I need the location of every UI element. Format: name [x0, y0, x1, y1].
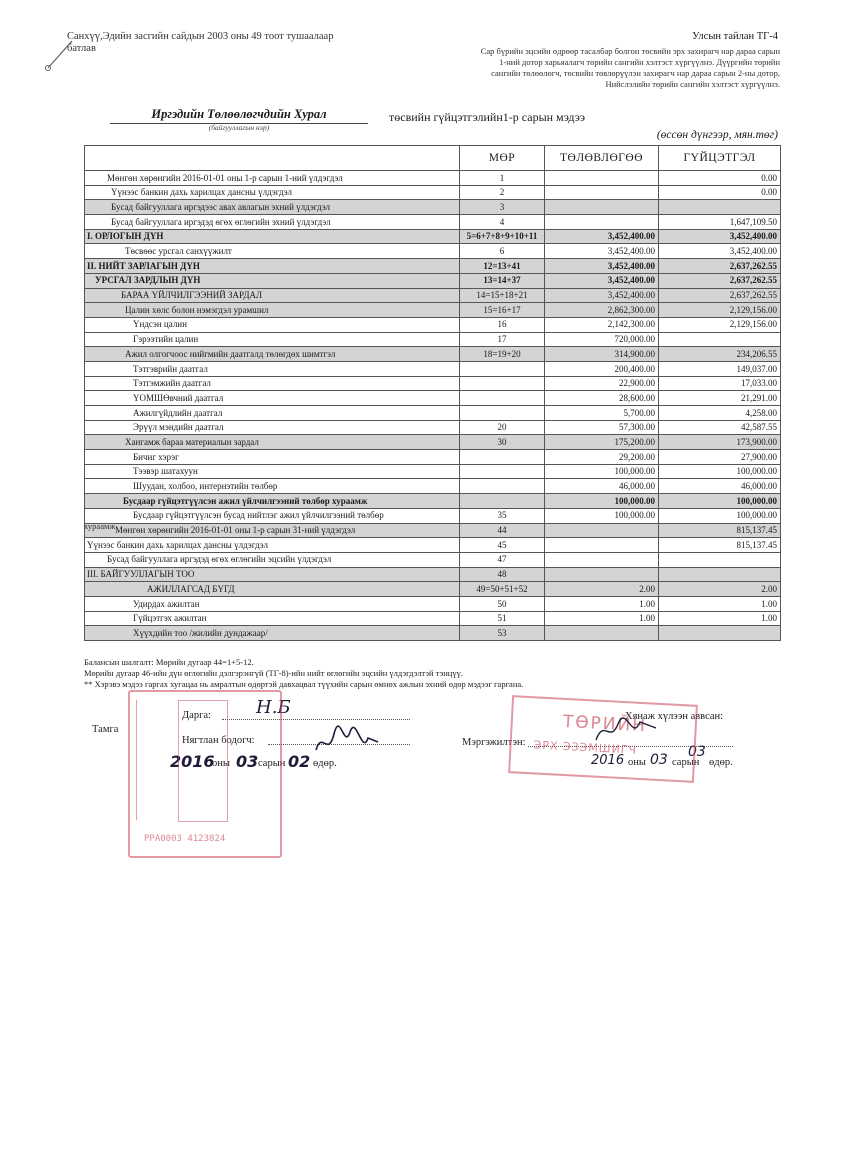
table-row [85, 626, 781, 641]
row-plan [545, 215, 659, 230]
row-code: 50 [460, 596, 545, 611]
table-row [85, 406, 781, 421]
row-code: 49=50+51+52 [460, 582, 545, 597]
row-label: Мөнгөн хөрөнгийн 2016-01-01 оны 1-р сарын 1-ний үлдэгдэл [85, 171, 460, 186]
recv-day-suffix: өдөр. [709, 757, 733, 768]
row-actual: 42,587.55 [659, 420, 781, 435]
row-code: 44 [460, 523, 545, 538]
row-plan: 2,862,300.00 [545, 303, 659, 318]
row-plan: 200,400.00 [545, 361, 659, 376]
table-row [85, 494, 781, 509]
row-plan [545, 538, 659, 553]
table-row [85, 552, 781, 567]
footnote-2: Мөрийн дугаар 46-ийн дүн өглөгийн дэлгэрэнгүй (ТГ-8)-ийн нийт өглөгийн эцсийн үлдэгдэлтэй тэнцүү. [84, 668, 463, 678]
row-actual: 100,000.00 [659, 464, 781, 479]
stamp-frame-left [136, 700, 157, 820]
row-code: 30 [460, 435, 545, 450]
row-plan [545, 171, 659, 186]
row-label: Бичиг хэрэг [85, 450, 460, 465]
row-label: Тээвэр шатахуун [85, 464, 460, 479]
recv-year-handwritten: 2016 [591, 753, 625, 768]
table-row [85, 523, 781, 538]
row-label: Удирдах ажилтан [85, 596, 460, 611]
row-plan: 2.00 [545, 582, 659, 597]
recv-month-handwritten: 03 [650, 752, 668, 768]
row-code: 1 [460, 171, 545, 186]
table-row [85, 596, 781, 611]
recv-day-handwritten: 03 [688, 744, 706, 760]
table-row [85, 303, 781, 318]
budget-table [84, 145, 781, 641]
row-label: Тэтгэврийн даатгал [85, 361, 460, 376]
row-plan: 3,452,400.00 [545, 288, 659, 303]
row-actual [659, 626, 781, 641]
row-label: Мөнгөн хөрөнгийн 2016-01-01 оны 1-р сарын 31-ний үлдэгдэл [85, 523, 460, 538]
row-plan: 28,600.00 [545, 391, 659, 406]
row-label: АЖИЛЛАГСАД БҮГД [85, 582, 460, 597]
row-plan [545, 200, 659, 215]
stamp-right-sub: ЭРХ ЭЗЭМШИГЧ [533, 738, 638, 757]
row-actual: 173,900.00 [659, 435, 781, 450]
row-code [460, 361, 545, 376]
table-row [85, 185, 781, 200]
submission-note-line2: 1-ний дотор харьяалагч төрийн сангийн хэлтэст хүргүүлнэ. Дүүргийн төрийн [499, 57, 780, 67]
row-actual: 4,258.00 [659, 406, 781, 421]
submission-note-line4: Нийслэлийн төрийн сангийн хэлтэст хүргүүлнэ. [605, 79, 780, 89]
header-label-cell [85, 146, 460, 171]
director-signature: Н.Б [256, 697, 291, 718]
official-stamp-left [128, 690, 282, 858]
specialist-signature-icon [592, 714, 662, 750]
unit-label: (өссөн дүнгээр, мян.төг) [656, 129, 778, 141]
row-label: Үүнээс банкин дахь харилцах дансны үлдэгдэл [85, 185, 460, 200]
row-code [460, 406, 545, 421]
row-code: 4 [460, 215, 545, 230]
row-label: Цалин хөлс болон нэмэгдэл урамшил [85, 303, 460, 318]
row-actual: 1,647,109.50 [659, 215, 781, 230]
row-actual: 2,129,156.00 [659, 303, 781, 318]
header-actual: ГҮЙЦЭТГЭЛ [659, 146, 781, 171]
row-actual: 17,033.00 [659, 376, 781, 391]
table-row [85, 391, 781, 406]
row-plan: 5,700.00 [545, 406, 659, 421]
row-actual: 1.00 [659, 611, 781, 626]
row-actual: 0.00 [659, 171, 781, 186]
row-code [460, 376, 545, 391]
row-actual: 815,137.45 [659, 523, 781, 538]
table-row [85, 582, 781, 597]
row-actual: 0.00 [659, 185, 781, 200]
received-title: Хянаж хүлээн аввсан: [625, 711, 724, 722]
table-row [85, 435, 781, 450]
row-label: Үндсэн цалин [85, 317, 460, 332]
organization-caption: (байгууллагын нэр) [208, 123, 270, 132]
table-row [85, 229, 781, 244]
row-code: 12=13+41 [460, 259, 545, 274]
table-header-row [85, 146, 781, 171]
row-actual [659, 552, 781, 567]
header-code: МӨР [460, 146, 545, 171]
row-plan: 22,900.00 [545, 376, 659, 391]
row-code: 16 [460, 317, 545, 332]
row-label: III. БАЙГУУЛЛАГЫН ТОО [85, 567, 460, 582]
row-plan [545, 523, 659, 538]
footnotes [84, 657, 523, 690]
specialist-label: Мэргэжилтэн: [462, 737, 526, 748]
row-plan: 46,000.00 [545, 479, 659, 494]
row-code [460, 391, 545, 406]
table-row [85, 273, 781, 288]
row-label: Хангамж бараа материалын зардал [85, 435, 460, 450]
wrapped-text: хураамж [84, 521, 116, 531]
submission-note [460, 46, 780, 90]
approval-note-line1: Санхүү,Эдийн засгийн сайдын 2003 оны 49 тоот тушаалаар [67, 31, 334, 42]
accountant-label: Нягтлан бодогч: [182, 735, 255, 746]
row-label: Үүнээс банкин дахь харилцах дансны үлдэгдэл [85, 538, 460, 553]
row-code: 6 [460, 244, 545, 259]
table-row [85, 464, 781, 479]
row-actual: 2,637,262.55 [659, 288, 781, 303]
table-row [85, 317, 781, 332]
row-label: УРСГАЛ ЗАРДЛЫН ДҮН [85, 273, 460, 288]
row-actual: 27,900.00 [659, 450, 781, 465]
row-actual: 3,452,400.00 [659, 229, 781, 244]
row-actual: 21,291.00 [659, 391, 781, 406]
row-label: Гүйцэтгэх ажилтан [85, 611, 460, 626]
recv-year-suffix: оны [628, 757, 646, 768]
row-label: ҮОМШӨвчний даатгал [85, 391, 460, 406]
row-label: I. ОРЛОГЫН ДҮН [85, 229, 460, 244]
row-plan: 314,900.00 [545, 347, 659, 362]
row-code: 5=6+7+8+9+10+11 [460, 229, 545, 244]
row-label: Бусдаар гүйцэтгүүлсэн ажил үйлчилгээний төлбөр хураамж [85, 494, 460, 509]
row-label: Гэрээтийн цалин [85, 332, 460, 347]
date-month-suffix: сарын [258, 758, 286, 769]
row-plan [545, 567, 659, 582]
director-label: Дарга: [182, 710, 211, 721]
row-plan: 1.00 [545, 596, 659, 611]
footnote-3: ** Хэрэвэ мэдээ гаргах хугацаа нь амралтын өдөртэй давхацвал түүхийн сарын өмнөх ажлын эхний өдөр мэдээг гаргана. [84, 679, 524, 689]
table-row [85, 244, 781, 259]
row-actual: 100,000.00 [659, 494, 781, 509]
table-row [85, 508, 781, 523]
table-row [85, 611, 781, 626]
row-code [460, 450, 545, 465]
stamp-serial: PPA0003 4123824 [144, 834, 226, 844]
stamp-frame-center [178, 700, 228, 822]
row-code: 51 [460, 611, 545, 626]
row-code: 18=19+20 [460, 347, 545, 362]
row-plan: 3,452,400.00 [545, 244, 659, 259]
row-actual: 3,452,400.00 [659, 244, 781, 259]
row-label: Төсвөөс урсгал санхүүжилт [85, 244, 460, 259]
row-code: 3 [460, 200, 545, 215]
row-actual: 1.00 [659, 596, 781, 611]
row-plan [545, 552, 659, 567]
row-label: Ажил олгогчоос нийгмийн даатгалд төлөгдөх шимтгэл [85, 347, 460, 362]
row-actual: 2.00 [659, 582, 781, 597]
footnote-1: Балансын шалгалт: Мөрийн дугаар 44=1+5-12. [84, 657, 254, 667]
row-code: 45 [460, 538, 545, 553]
date-day-suffix: өдөр. [313, 758, 337, 769]
table-row [85, 200, 781, 215]
row-code [460, 479, 545, 494]
approval-note [67, 31, 367, 55]
row-plan: 57,300.00 [545, 420, 659, 435]
stamp-right-title: ТӨРИЙН [562, 711, 648, 737]
row-label: Бусад байгууллага иргэдэд өгөх өглөгийн эхний үлдэгдэл [85, 215, 460, 230]
approval-note-line2: батлав [67, 43, 96, 54]
row-actual [659, 332, 781, 347]
row-plan: 2,142,300.00 [545, 317, 659, 332]
table-row [85, 538, 781, 553]
recv-month-suffix: сарын [672, 757, 700, 768]
table-row [85, 288, 781, 303]
table-row [85, 332, 781, 347]
table-row [85, 171, 781, 186]
table-row [85, 347, 781, 362]
table-row [85, 376, 781, 391]
row-code: 13=14+37 [460, 273, 545, 288]
table-row [85, 259, 781, 274]
table-row [85, 479, 781, 494]
row-code: 17 [460, 332, 545, 347]
row-label: Бусад байгууллага иргэдэд өгөх өглөгийн эцсийн үлдэгдэл [85, 552, 460, 567]
table-body [85, 171, 781, 641]
row-plan: 100,000.00 [545, 494, 659, 509]
row-actual: 2,637,262.55 [659, 259, 781, 274]
table-row [85, 450, 781, 465]
row-label: Бусдаар гүйцэтгүүлсэн бусад нийтлэг ажил үйлчилгээний төлбөр [85, 508, 460, 523]
row-code: 15=16+17 [460, 303, 545, 318]
row-actual: 234,206.55 [659, 347, 781, 362]
row-label: Эрүүл мэндийн даатгал [85, 420, 460, 435]
date-day-handwritten: 02 [288, 752, 311, 771]
row-plan: 3,452,400.00 [545, 259, 659, 274]
row-actual: 46,000.00 [659, 479, 781, 494]
table-row [85, 567, 781, 582]
date-month-handwritten: 03 [236, 752, 259, 771]
row-plan: 100,000.00 [545, 464, 659, 479]
row-code: 35 [460, 508, 545, 523]
row-label: Шуудан, холбоо, интернэтийн төлбөр [85, 479, 460, 494]
row-code [460, 464, 545, 479]
row-plan: 175,200.00 [545, 435, 659, 450]
row-plan [545, 626, 659, 641]
staple-mark-icon [44, 38, 76, 72]
row-actual [659, 567, 781, 582]
row-label: Тэтгэмжийн даатгал [85, 376, 460, 391]
row-code: 14=15+18+21 [460, 288, 545, 303]
row-plan: 3,452,400.00 [545, 273, 659, 288]
row-actual [659, 200, 781, 215]
row-actual: 815,137.45 [659, 538, 781, 553]
row-actual: 100,000.00 [659, 508, 781, 523]
table-row [85, 215, 781, 230]
row-plan: 720,000.00 [545, 332, 659, 347]
row-plan: 100,000.00 [545, 508, 659, 523]
row-code: 20 [460, 420, 545, 435]
submission-note-line3: сангийн төлөөлөгч, төсвийн төвлөрүүлэн захирагч нар дараа сарын 2-ны дотор, [491, 68, 780, 78]
row-label: Хүүхдийн тоо /жилийн дундажаар/ [85, 626, 460, 641]
row-actual: 149,037.00 [659, 361, 781, 376]
row-code: 48 [460, 567, 545, 582]
report-title: төсвийн гүйцэтгэлийн1-р сарын мэдээ [389, 110, 586, 124]
row-plan: 1.00 [545, 611, 659, 626]
row-code: 53 [460, 626, 545, 641]
submission-note-line1: Сар бүрийн эцсийн өдрөөр тасалбар болгон төсвийн эрх захирагч нар дараа сарын [480, 46, 780, 56]
row-label: II. НИЙТ ЗАРЛАГЫН ДҮН [85, 259, 460, 274]
row-label: БАРАА ҮЙЛЧИЛГЭЭНИЙ ЗАРДАЛ [85, 288, 460, 303]
row-label: Ажилгүйдлийн даатгал [85, 406, 460, 421]
row-plan: 29,200.00 [545, 450, 659, 465]
row-actual: 2,637,262.55 [659, 273, 781, 288]
form-id: Улсын тайлан ТГ-4 [692, 31, 778, 42]
row-actual: 2,129,156.00 [659, 317, 781, 332]
row-code [460, 494, 545, 509]
date-year-suffix: оны [212, 758, 230, 769]
stamp-label: Тамга [92, 724, 119, 735]
row-code: 47 [460, 552, 545, 567]
header-plan: ТӨЛӨВЛӨГӨӨ [545, 146, 659, 171]
row-plan [545, 185, 659, 200]
row-label: Бусад байгууллага иргэдээс авах авлагын эхний үлдэгдэл [85, 200, 460, 215]
row-plan: 3,452,400.00 [545, 229, 659, 244]
table-row [85, 420, 781, 435]
date-year-handwritten: 2016 [170, 752, 215, 771]
table-row [85, 361, 781, 376]
row-code: 2 [460, 185, 545, 200]
organization-name: Иргэдийн Төлөөлөгчдийн Хурал [110, 107, 368, 124]
